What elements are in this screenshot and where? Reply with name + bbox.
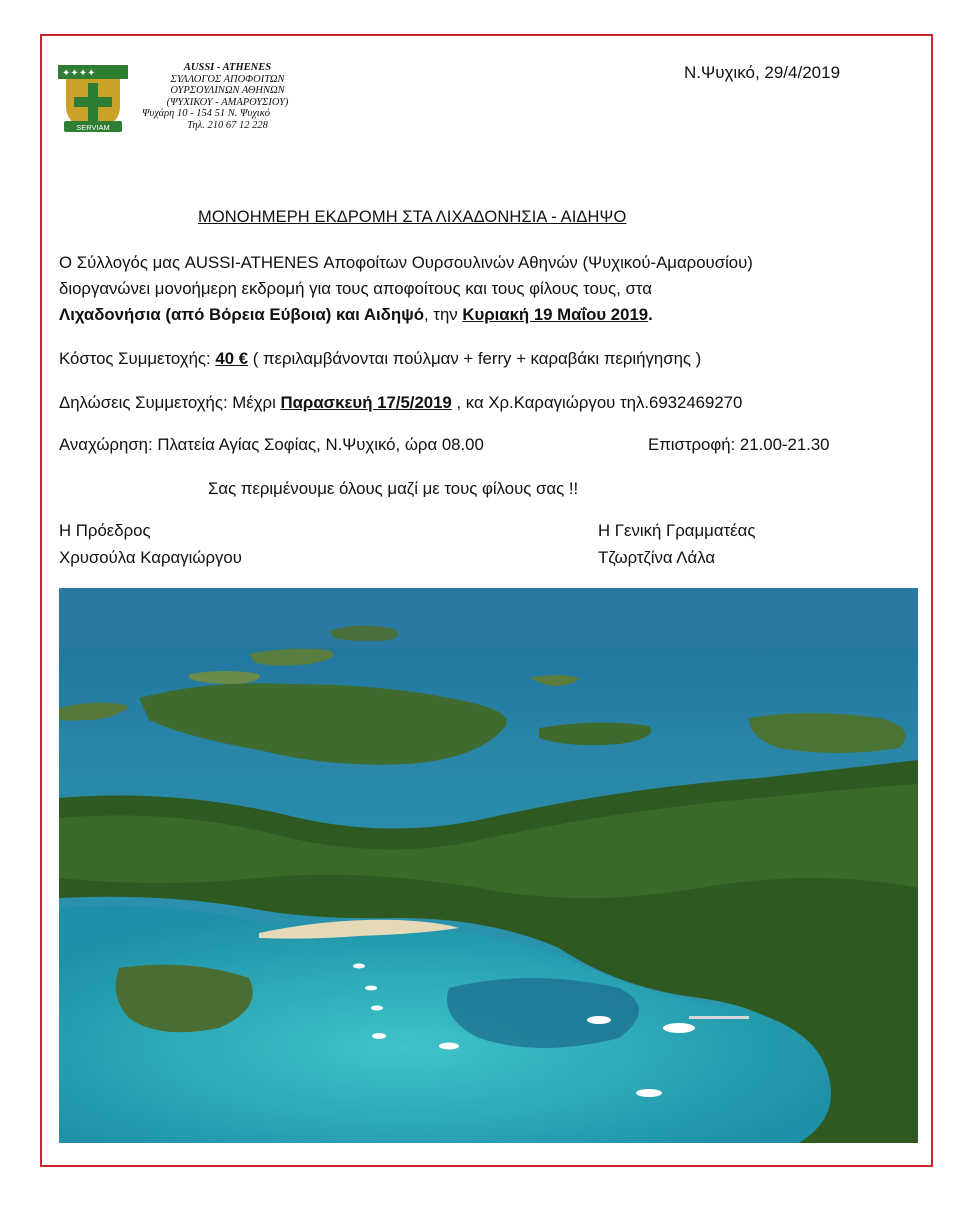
- org-phone: Τηλ. 210 67 12 228: [187, 119, 268, 131]
- svg-text:✦✦✦✦: ✦✦✦✦: [62, 68, 96, 79]
- registration-deadline: Παρασκευή 17/5/2019: [280, 393, 452, 412]
- text-fragment: .: [648, 305, 653, 324]
- org-name: AUSSI - ATHENES: [183, 62, 272, 73]
- destination: Λιχαδονήσια (από Βόρεια Εύβοια) και Αιδηψό: [59, 305, 424, 324]
- text-fragment: , την: [423, 305, 463, 324]
- trip-date: Κυριακή 19 Μαΐου 2019: [462, 305, 649, 324]
- intro-line: διοργανώνει μονοήμερη εκδρομή για τους αποφοίτους και τους φίλους τους, στα: [59, 279, 652, 298]
- islands-aerial-photo: [59, 588, 918, 1143]
- president-name: Χρυσούλα Καραγιώργου: [59, 548, 242, 567]
- letter-date: Ν.Ψυχικό, 29/4/2019: [684, 63, 841, 82]
- registration-label: Δηλώσεις Συμμετοχής: Μέχρι: [59, 393, 281, 412]
- secretary-title: Η Γενική Γραμματέας: [598, 521, 756, 540]
- registration-line: [59, 390, 742, 415]
- cost-label: Κόστος Συμμετοχής:: [59, 349, 216, 368]
- logo-motto: SERVIAM: [76, 123, 110, 132]
- cost-amount: 40 €: [215, 349, 249, 368]
- intro-line: Ο Σύλλογός μας AUSSI-ATHENES Αποφοίτων Ουρσουλινών Αθηνών (Ψυχικού-Αμαρουσίου): [59, 253, 753, 272]
- president-title: Η Πρόεδρος: [59, 521, 151, 540]
- document-title: ΜΟΝΟΗΜΕΡΗ ΕΚΔΡΟΜΗ ΣΤΑ ΛΙΧΑΔΟΝΗΣΙΑ - ΑΙΔΗΨΟ: [198, 208, 627, 226]
- closing-line: Σας περιμένουμε όλους μαζί με τους φίλους σας !!: [208, 479, 579, 498]
- intro-line: [59, 302, 653, 327]
- departure-line: Αναχώρηση: Πλατεία Αγίας Σοφίας, Ν.Ψυχικό, ώρα 08.00: [59, 435, 484, 454]
- club-crest-logo: [58, 63, 128, 135]
- org-line: ΟΥΡΣΟΥΛΙΝΩΝ ΑΘΗΝΩΝ: [170, 85, 285, 96]
- registration-contact: , κα Χρ.Καραγιώργου τηλ.6932469270: [451, 393, 743, 412]
- secretary-name: Τζωρτζίνα Λάλα: [598, 548, 716, 567]
- org-line: (ΨΥΧΙΚΟΥ - ΑΜΑΡΟΥΣΙΟΥ): [166, 96, 289, 108]
- organization-header: [140, 62, 315, 131]
- return-line: Επιστροφή: 21.00-21.30: [648, 435, 830, 454]
- cost-details: ( περιλαμβάνονται πούλμαν + ferry + καραβάκι περιήγησης ): [248, 349, 702, 368]
- cost-line: [59, 346, 701, 371]
- org-line: ΣΥΛΛΟΓΟΣ ΑΠΟΦΟΙΤΩΝ: [170, 73, 285, 85]
- org-address: Ψυχάρη 10 - 154 51 Ν. Ψυχικό: [142, 108, 271, 119]
